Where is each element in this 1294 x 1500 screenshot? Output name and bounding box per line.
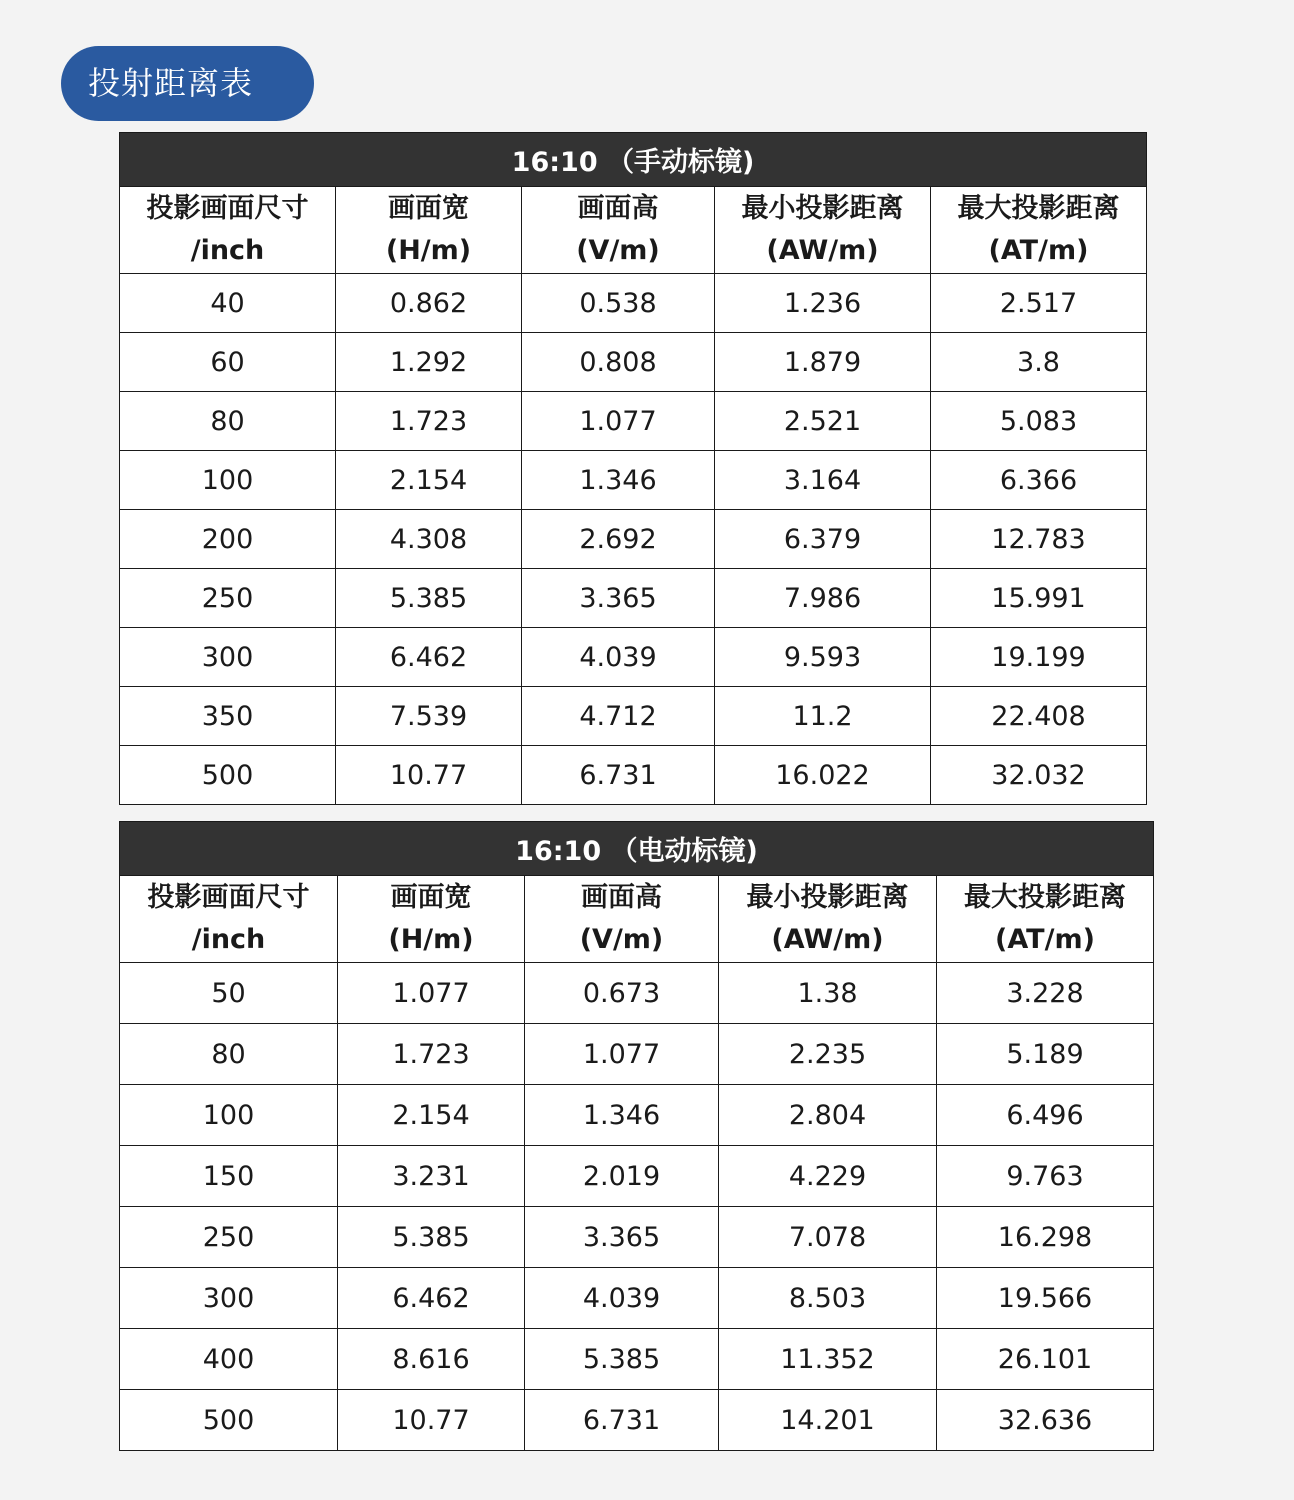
table-cell: 80 bbox=[120, 392, 336, 451]
table-cell: 5.083 bbox=[931, 392, 1147, 451]
table-cell: 6.462 bbox=[336, 628, 522, 687]
table-cell: 5.189 bbox=[937, 1024, 1154, 1085]
table-cell: 0.538 bbox=[522, 274, 715, 333]
table-cell: 100 bbox=[120, 451, 336, 510]
column-header-unit: (AT/m) bbox=[995, 924, 1095, 955]
table-row bbox=[120, 392, 1147, 451]
column-header bbox=[338, 876, 525, 963]
table-cell: 1.346 bbox=[522, 451, 715, 510]
column-header-label: 最大投影距离 bbox=[957, 193, 1120, 224]
table-body bbox=[120, 963, 1154, 1451]
table-cell: 0.862 bbox=[336, 274, 522, 333]
table-row bbox=[120, 1207, 1154, 1268]
table-row bbox=[120, 1390, 1154, 1451]
table-cell: 3.228 bbox=[937, 963, 1154, 1024]
section-title-badge: 投射距离表 bbox=[61, 46, 314, 121]
table-row bbox=[120, 1024, 1154, 1085]
table-cell: 0.673 bbox=[525, 963, 719, 1024]
column-header-unit: (H/m) bbox=[388, 924, 474, 955]
table-cell: 2.019 bbox=[525, 1146, 719, 1207]
column-header-label: 最小投影距离 bbox=[746, 882, 909, 913]
column-header-label: 投影画面尺寸 bbox=[146, 193, 309, 224]
table-cell: 500 bbox=[120, 746, 336, 805]
table-cell: 1.077 bbox=[522, 392, 715, 451]
column-header-unit: /inch bbox=[190, 235, 265, 266]
table-body bbox=[120, 274, 1147, 805]
table-cell: 4.039 bbox=[525, 1268, 719, 1329]
column-header bbox=[336, 187, 522, 274]
table-cell: 150 bbox=[120, 1146, 338, 1207]
table-cell: 3.164 bbox=[715, 451, 931, 510]
table-cell: 32.032 bbox=[931, 746, 1147, 805]
table-row bbox=[120, 333, 1147, 392]
table-cell: 3.231 bbox=[338, 1146, 525, 1207]
table-cell: 9.763 bbox=[937, 1146, 1154, 1207]
table-cell: 7.539 bbox=[336, 687, 522, 746]
table-row bbox=[120, 451, 1147, 510]
table-cell: 80 bbox=[120, 1024, 338, 1085]
table-cell: 4.308 bbox=[336, 510, 522, 569]
table-title: 16:10 （手动标镜) bbox=[120, 133, 1147, 187]
table-cell: 5.385 bbox=[525, 1329, 719, 1390]
table-cell: 32.636 bbox=[937, 1390, 1154, 1451]
table-cell: 15.991 bbox=[931, 569, 1147, 628]
table-cell: 6.366 bbox=[931, 451, 1147, 510]
table-cell: 1.38 bbox=[719, 963, 937, 1024]
table-cell: 300 bbox=[120, 1268, 338, 1329]
column-header bbox=[120, 876, 338, 963]
table-cell: 14.201 bbox=[719, 1390, 937, 1451]
table-cell: 6.496 bbox=[937, 1085, 1154, 1146]
column-header bbox=[937, 876, 1154, 963]
table-cell: 4.039 bbox=[522, 628, 715, 687]
table-cell: 6.379 bbox=[715, 510, 931, 569]
column-header-unit: (V/m) bbox=[579, 924, 664, 955]
table-row bbox=[120, 1268, 1154, 1329]
table-cell: 19.199 bbox=[931, 628, 1147, 687]
column-header bbox=[719, 876, 937, 963]
table-row bbox=[120, 510, 1147, 569]
table-cell: 4.229 bbox=[719, 1146, 937, 1207]
table-cell: 2.804 bbox=[719, 1085, 937, 1146]
column-header-unit: /inch bbox=[191, 924, 266, 955]
table-cell: 1.236 bbox=[715, 274, 931, 333]
table-cell: 12.783 bbox=[931, 510, 1147, 569]
table-cell: 5.385 bbox=[338, 1207, 525, 1268]
column-header-unit: (AW/m) bbox=[771, 924, 884, 955]
table-cell: 1.723 bbox=[338, 1024, 525, 1085]
column-header-label: 投影画面尺寸 bbox=[147, 882, 310, 913]
table-row bbox=[120, 1146, 1154, 1207]
table-cell: 50 bbox=[120, 963, 338, 1024]
column-header-label: 画面高 bbox=[581, 882, 662, 913]
column-header bbox=[525, 876, 719, 963]
table-cell: 300 bbox=[120, 628, 336, 687]
column-header-unit: (AT/m) bbox=[988, 235, 1089, 266]
column-header-label: 画面宽 bbox=[390, 882, 472, 913]
table-cell: 19.566 bbox=[937, 1268, 1154, 1329]
table-cell: 8.503 bbox=[719, 1268, 937, 1329]
table-cell: 40 bbox=[120, 274, 336, 333]
table-header-row bbox=[120, 187, 1147, 274]
table-cell: 1.077 bbox=[525, 1024, 719, 1085]
column-header bbox=[120, 187, 336, 274]
table-cell: 250 bbox=[120, 569, 336, 628]
column-header-unit: (AW/m) bbox=[766, 235, 879, 266]
column-header bbox=[715, 187, 931, 274]
table-cell: 8.616 bbox=[338, 1329, 525, 1390]
table-cell: 0.808 bbox=[522, 333, 715, 392]
table-cell: 400 bbox=[120, 1329, 338, 1390]
table-cell: 10.77 bbox=[338, 1390, 525, 1451]
table-row bbox=[120, 963, 1154, 1024]
throw-distance-table-motorized bbox=[119, 821, 1154, 1451]
table-cell: 5.385 bbox=[336, 569, 522, 628]
table-cell: 100 bbox=[120, 1085, 338, 1146]
column-header-label: 最小投影距离 bbox=[741, 193, 904, 224]
column-header-unit: (H/m) bbox=[385, 235, 472, 266]
table-cell: 16.298 bbox=[937, 1207, 1154, 1268]
table-cell: 2.692 bbox=[522, 510, 715, 569]
table-cell: 1.077 bbox=[338, 963, 525, 1024]
table-cell: 1.346 bbox=[525, 1085, 719, 1146]
table-cell: 6.731 bbox=[525, 1390, 719, 1451]
table-cell: 7.986 bbox=[715, 569, 931, 628]
table-cell: 250 bbox=[120, 1207, 338, 1268]
table-cell: 1.723 bbox=[336, 392, 522, 451]
table-cell: 2.154 bbox=[338, 1085, 525, 1146]
table-cell: 3.365 bbox=[525, 1207, 719, 1268]
column-header bbox=[931, 187, 1147, 274]
table-cell: 6.731 bbox=[522, 746, 715, 805]
table-cell: 60 bbox=[120, 333, 336, 392]
table-title: 16:10 （电动标镜) bbox=[120, 822, 1154, 876]
column-header-unit: (V/m) bbox=[576, 235, 660, 266]
table-cell: 10.77 bbox=[336, 746, 522, 805]
table-cell: 9.593 bbox=[715, 628, 931, 687]
table-cell: 2.235 bbox=[719, 1024, 937, 1085]
table-row bbox=[120, 746, 1147, 805]
table-cell: 200 bbox=[120, 510, 336, 569]
table-cell: 26.101 bbox=[937, 1329, 1154, 1390]
table-cell: 3.8 bbox=[931, 333, 1147, 392]
table-cell: 2.517 bbox=[931, 274, 1147, 333]
table-cell: 2.154 bbox=[336, 451, 522, 510]
table-cell: 16.022 bbox=[715, 746, 931, 805]
table-cell: 1.879 bbox=[715, 333, 931, 392]
table-row bbox=[120, 1329, 1154, 1390]
table-cell: 350 bbox=[120, 687, 336, 746]
table-cell: 1.292 bbox=[336, 333, 522, 392]
table-row bbox=[120, 1085, 1154, 1146]
column-header-label: 画面宽 bbox=[388, 193, 469, 224]
table-cell: 3.365 bbox=[522, 569, 715, 628]
column-header-label: 画面高 bbox=[577, 193, 659, 224]
table-cell: 11.352 bbox=[719, 1329, 937, 1390]
table-cell: 6.462 bbox=[338, 1268, 525, 1329]
table-row bbox=[120, 569, 1147, 628]
table-row bbox=[120, 687, 1147, 746]
table-cell: 22.408 bbox=[931, 687, 1147, 746]
table-header-row bbox=[120, 876, 1154, 963]
table-cell: 7.078 bbox=[719, 1207, 937, 1268]
column-header bbox=[522, 187, 715, 274]
table-row bbox=[120, 274, 1147, 333]
column-header-label: 最大投影距离 bbox=[964, 882, 1126, 913]
table-cell: 4.712 bbox=[522, 687, 715, 746]
table-cell: 2.521 bbox=[715, 392, 931, 451]
throw-distance-table-manual bbox=[119, 132, 1147, 805]
table-cell: 500 bbox=[120, 1390, 338, 1451]
table-cell: 11.2 bbox=[715, 687, 931, 746]
table-row bbox=[120, 628, 1147, 687]
